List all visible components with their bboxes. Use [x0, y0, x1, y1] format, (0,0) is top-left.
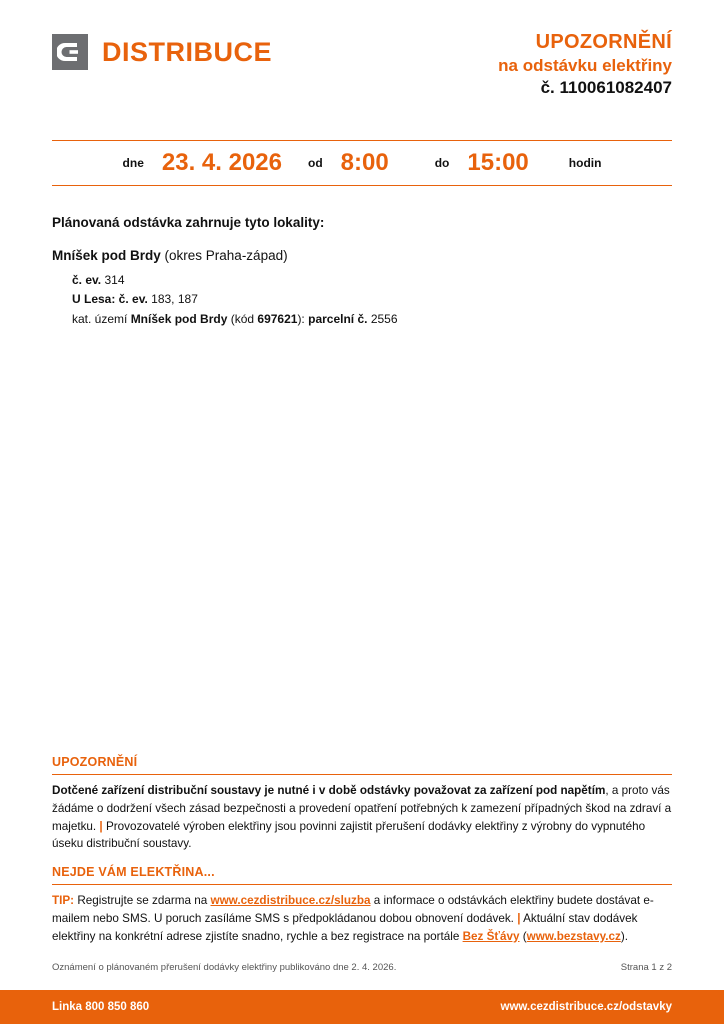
- warning-text: [52, 782, 672, 853]
- tip-label: TIP:: [52, 894, 75, 907]
- outage-date-bar: [52, 140, 672, 186]
- locality-title: [52, 248, 672, 263]
- cadastre-code-open: (kód: [227, 311, 258, 326]
- notice-heading-block: [498, 30, 672, 99]
- tip-text-d: (: [519, 929, 527, 943]
- warning-text-bold: Dotčené zařízení distribuční soustavy je nutné i v době odstávky považovat za zařízení pod napětím: [52, 784, 606, 797]
- warning-text-second: Provozovatelé výroben elektřiny jsou povinni zajistit přerušení dodávky elektřiny z výrobny do vypnutého úseku distribuční soustavy.: [52, 819, 646, 851]
- bezstavy-url-link[interactable]: www.bezstavy.cz: [526, 929, 621, 943]
- publication-note: Oznámení o plánovaném přerušení dodávky elektřiny publikováno dne 2. 4. 2026.: [52, 962, 397, 973]
- label-from: od: [308, 156, 323, 170]
- document-header: [52, 30, 672, 102]
- parcel-value: 2556: [367, 311, 398, 326]
- service-link[interactable]: www.cezdistribuce.cz/sluzba: [210, 894, 371, 907]
- address-label: U Lesa: č. ev.: [72, 292, 148, 307]
- address-value: 183, 187: [147, 292, 198, 307]
- cez-logo-icon: [52, 34, 88, 70]
- parcel-label: parcelní č.: [308, 311, 368, 326]
- bezstavy-portal-link[interactable]: Bez Šťávy: [462, 929, 520, 943]
- warning-text-rest: , a proto vás žádáme o dodržení všech zásad bezpečnosti a provedení opatření potřebných k zamezení případných škod na zdraví a majetku.: [52, 784, 672, 833]
- no-power-text: [52, 892, 672, 945]
- cadastre-prefix: kat. území: [72, 311, 131, 326]
- tip-text-e: ).: [620, 929, 628, 943]
- locality-address-list: [72, 271, 672, 329]
- tip-text-b: a informace o odstávkách elektřiny budete dostávat e-mailem nebo SMS. U poruch zasíláme SMS s předpokládanou dobou obnovení dodávek.: [52, 894, 654, 925]
- cadastre-code-close: ):: [297, 311, 309, 326]
- notice-subtitle: na odstávku elektřiny: [498, 56, 672, 75]
- locality-name: Mníšek pod Brdy: [52, 248, 161, 263]
- localities-section: [52, 215, 672, 329]
- outage-time-to: 15:00: [467, 149, 529, 176]
- address-label: č. ev.: [72, 273, 102, 287]
- tip-text-a: Registrujte se zdarma na: [74, 894, 211, 907]
- footer-web[interactable]: www.cezdistribuce.cz/odstavky: [500, 1001, 672, 1013]
- notice-title: UPOZORNĚNÍ: [535, 31, 672, 53]
- list-item: [72, 271, 672, 290]
- outage-time-from: 8:00: [340, 149, 389, 176]
- label-to: do: [434, 156, 450, 170]
- address-value: 314: [101, 273, 125, 287]
- label-hours: hodin: [568, 156, 602, 170]
- locality-district: (okres Praha-západ): [164, 248, 288, 263]
- document-meta: [52, 962, 672, 973]
- text-separator: |: [99, 819, 103, 833]
- no-power-section: [52, 865, 672, 945]
- cadastre-name: Mníšek pod Brdy: [130, 311, 228, 326]
- page-number: Strana 1 z 2: [620, 962, 672, 973]
- no-power-heading: NEJDE VÁM ELEKTŘINA...: [52, 865, 672, 885]
- list-item: [72, 290, 672, 309]
- brand-name: DISTRIBUCE: [102, 36, 273, 67]
- warning-section: [52, 755, 672, 853]
- brand-block: [52, 34, 272, 70]
- localities-intro: Plánovaná odstávka zahrnuje tyto lokality:: [52, 215, 325, 230]
- text-separator: |: [517, 911, 521, 925]
- list-item: [72, 310, 672, 329]
- warning-heading: UPOZORNĚNÍ: [52, 755, 672, 775]
- cadastre-code: 697621: [257, 311, 298, 326]
- notice-number: č. 110061082407: [540, 78, 672, 98]
- footer-phone: Linka 800 850 860: [52, 1001, 150, 1013]
- document-footer: [0, 990, 724, 1024]
- tip-text-c: Aktuální stav dodávek elektřiny na konkrétní adrese zjistíte snadno, rychle a bez registrace na portále: [52, 911, 638, 943]
- label-date: dne: [122, 156, 144, 170]
- outage-date: 23. 4. 2026: [161, 149, 282, 176]
